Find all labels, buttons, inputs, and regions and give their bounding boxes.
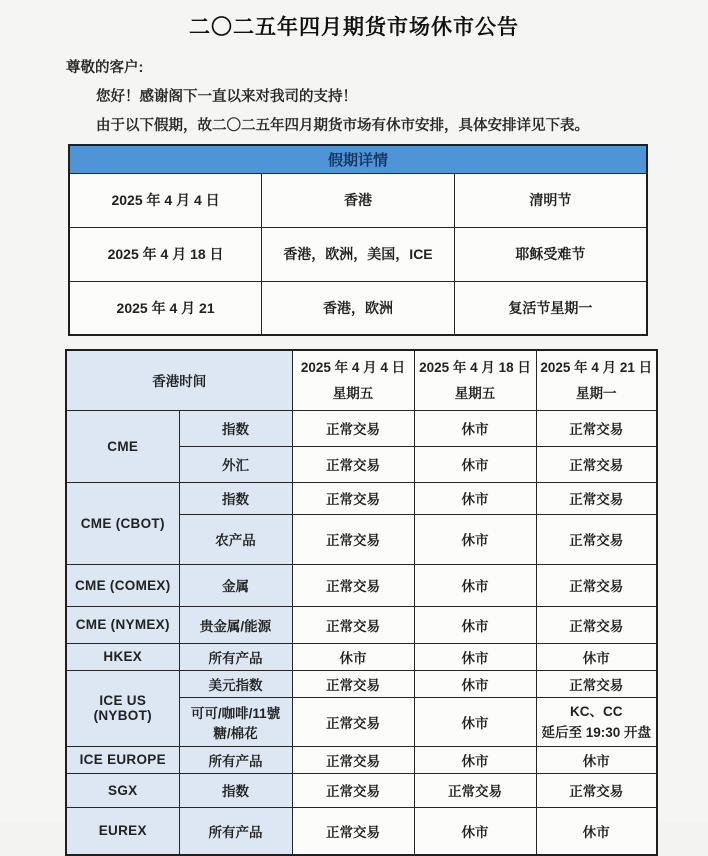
holiday-name-cell: 复活节星期一 — [454, 281, 647, 335]
status-cell: 正常交易 — [292, 410, 414, 446]
schedule-row — [66, 482, 657, 514]
product-cell: 金属 — [179, 564, 292, 606]
status-cell-delayed-open — [536, 697, 657, 746]
schedule-row — [66, 670, 657, 697]
holiday-row — [69, 173, 647, 227]
market-schedule-table — [65, 349, 658, 856]
holiday-date-cell: 2025 年 4 月 18 日 — [69, 227, 262, 281]
status-cell: 正常交易 — [536, 410, 657, 446]
status-cell: 休市 — [414, 482, 536, 514]
holiday-date-cell: 2025 年 4 月 4 日 — [69, 173, 262, 227]
exchange-cell-sgx: SGX — [66, 773, 179, 807]
product-cell: 美元指数 — [179, 670, 292, 697]
holiday-details-table — [68, 144, 648, 336]
product-cell: 可可/咖啡/11號糖/棉花 — [179, 697, 292, 746]
exchange-cell-cme: CME — [66, 410, 179, 482]
schedule-row — [66, 746, 657, 773]
status-cell: 休市 — [414, 697, 536, 746]
holiday-row — [69, 227, 647, 281]
status-cell: 休市 — [536, 643, 657, 670]
date-text: 2025 年 4 月 18 日 — [419, 359, 531, 375]
date-header-apr21 — [536, 350, 657, 410]
status-cell: 正常交易 — [292, 514, 414, 564]
corner-header: 香港时间 — [66, 350, 292, 410]
delayed-open-line1: KC、CC — [570, 703, 623, 719]
weekday-text: 星期五 — [454, 385, 496, 401]
holiday-markets-cell: 香港 — [262, 173, 455, 227]
status-cell: 正常交易 — [292, 446, 414, 482]
exchange-cell-nymex: CME (NYMEX) — [66, 606, 179, 643]
date-text: 2025 年 4 月 4 日 — [300, 359, 406, 375]
status-cell: 休市 — [536, 746, 657, 773]
product-cell: 所有产品 — [179, 746, 292, 773]
status-cell: 正常交易 — [536, 773, 657, 807]
product-cell: 所有产品 — [179, 807, 292, 855]
status-cell: 休市 — [414, 514, 536, 564]
date-text: 2025 年 4 月 21 日 — [540, 359, 653, 375]
product-cell: 贵金属/能源 — [179, 606, 292, 643]
status-cell: 正常交易 — [292, 606, 414, 643]
status-cell: 正常交易 — [536, 670, 657, 697]
holiday-date-cell: 2025 年 4 月 21 — [69, 281, 262, 335]
holiday-name-cell: 耶稣受难节 — [454, 227, 647, 281]
schedule-row — [66, 773, 657, 807]
status-cell: 休市 — [414, 606, 536, 643]
schedule-row — [66, 410, 657, 446]
exchange-cell-comex: CME (COMEX) — [66, 564, 179, 606]
status-cell: 休市 — [414, 410, 536, 446]
product-cell: 指数 — [179, 410, 292, 446]
holiday-row — [69, 281, 647, 335]
status-cell: 正常交易 — [414, 773, 536, 807]
product-cell: 外汇 — [179, 446, 292, 482]
status-cell: 休市 — [414, 446, 536, 482]
status-cell: 正常交易 — [292, 746, 414, 773]
status-cell: 正常交易 — [536, 606, 657, 643]
status-cell: 休市 — [414, 564, 536, 606]
exchange-cell-hkex: HKEX — [66, 643, 179, 670]
status-cell: 正常交易 — [292, 807, 414, 855]
exchange-cell-eurex: EUREX — [66, 807, 179, 855]
status-cell: 休市 — [414, 807, 536, 855]
exchange-cell-ice-europe: ICE EUROPE — [66, 746, 179, 773]
schedule-row — [66, 564, 657, 606]
intro-line-1: 您好！感谢阁下一直以来对我司的支持！ — [96, 89, 357, 105]
status-cell: 正常交易 — [292, 564, 414, 606]
status-cell: 正常交易 — [536, 514, 657, 564]
weekday-text: 星期五 — [332, 385, 374, 401]
status-cell: 休市 — [292, 643, 414, 670]
status-cell: 正常交易 — [536, 446, 657, 482]
schedule-row — [66, 606, 657, 643]
status-cell: 正常交易 — [536, 564, 657, 606]
status-cell: 休市 — [536, 807, 657, 855]
holiday-markets-cell: 香港，欧洲 — [262, 281, 455, 335]
greeting-line: 尊敬的客户: — [66, 60, 144, 76]
exchange-cell-cbot: CME (CBOT) — [66, 482, 179, 564]
product-cell: 农产品 — [179, 514, 292, 564]
product-cell: 指数 — [179, 773, 292, 807]
status-cell: 正常交易 — [292, 697, 414, 746]
date-header-apr18 — [414, 350, 536, 410]
status-cell: 休市 — [414, 746, 536, 773]
schedule-row — [66, 643, 657, 670]
page-title: 二〇二五年四月期货市场休市公告 — [189, 16, 519, 39]
schedule-header-row — [66, 350, 657, 410]
holiday-markets-cell: 香港，欧洲，美国，ICE — [262, 227, 455, 281]
holiday-table-title: 假期详情 — [69, 145, 647, 173]
weekday-text: 星期一 — [576, 385, 617, 401]
holiday-table-header-row — [69, 145, 647, 173]
status-cell: 休市 — [414, 670, 536, 697]
status-cell: 休市 — [414, 643, 536, 670]
exchange-cell-ice-us: ICE US (NYBOT) — [66, 670, 179, 746]
holiday-name-cell: 清明节 — [454, 173, 647, 227]
product-cell: 所有产品 — [179, 643, 292, 670]
status-cell: 正常交易 — [292, 670, 414, 697]
schedule-row — [66, 807, 657, 855]
delayed-open-line2: 延后至 19:30 开盘 — [541, 724, 652, 740]
product-cell: 指数 — [179, 482, 292, 514]
date-header-apr4 — [292, 350, 414, 410]
status-cell: 正常交易 — [292, 482, 414, 514]
status-cell: 正常交易 — [536, 482, 657, 514]
status-cell: 正常交易 — [292, 773, 414, 807]
intro-line-2: 由于以下假期，故二〇二五年四月期货市场有休市安排，具体安排详见下表。 — [96, 118, 589, 134]
